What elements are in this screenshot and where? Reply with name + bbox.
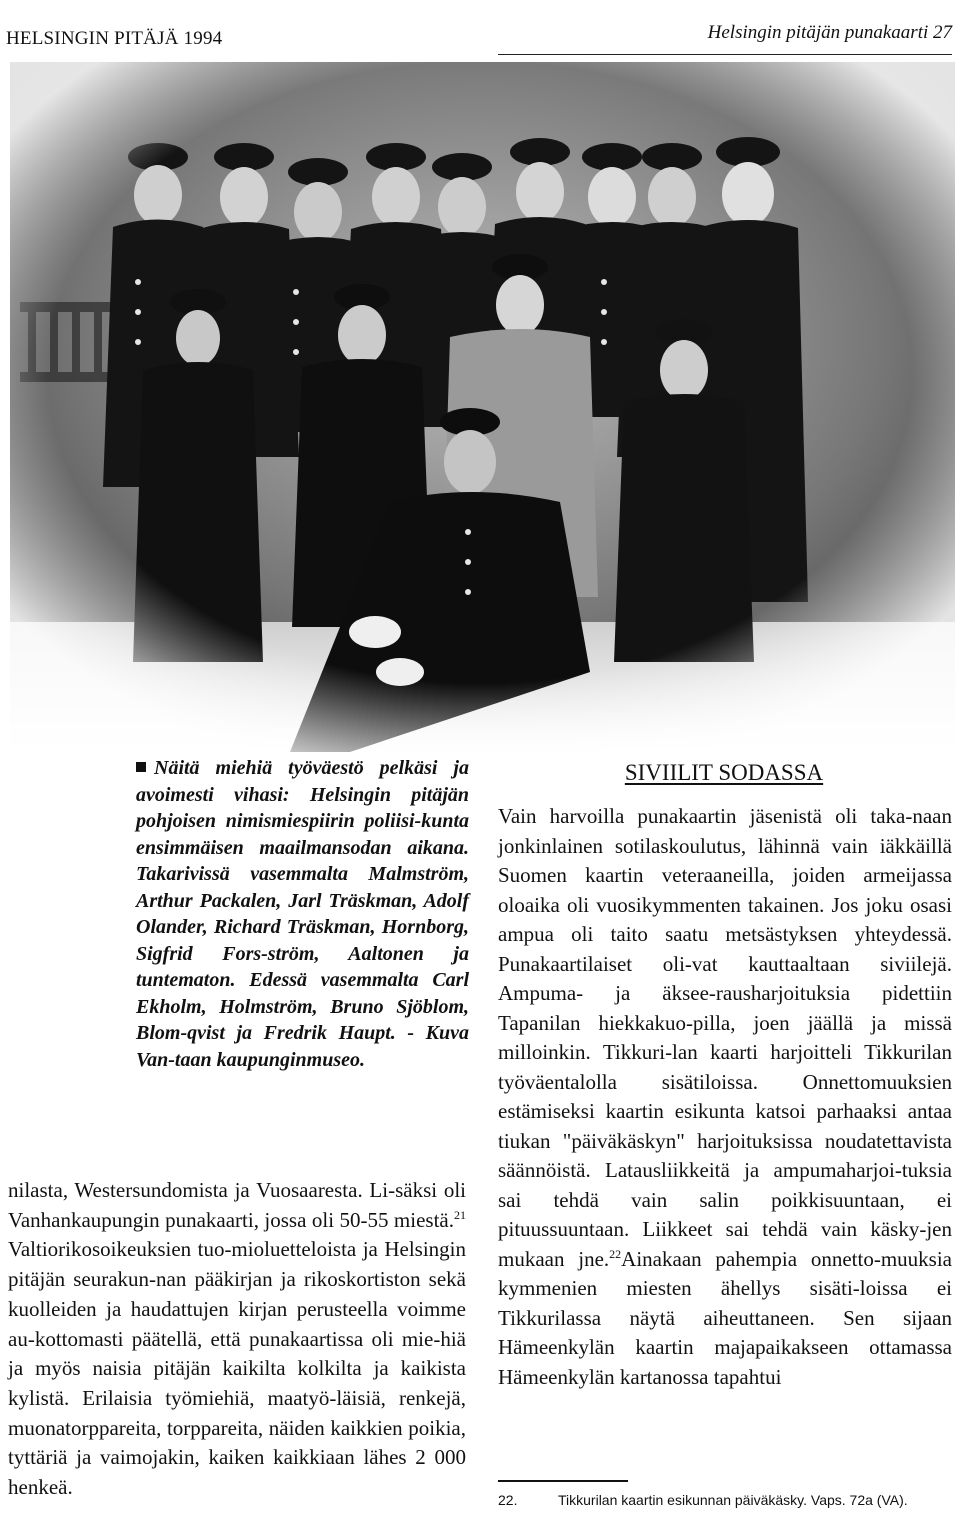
group-photo: [0, 62, 960, 752]
running-header-right: Helsingin pitäjän punakaarti 27: [707, 22, 952, 43]
running-header-left: HELSINGIN PITÄJÄ 1994: [6, 28, 223, 49]
right-text-part1: Vain harvoilla punakaartin jäsenistä oli taka-naan jonkinlainen sotilaskoulutus, lähinnä vain iäkkäillä Suomen kaartin veteraaneilla, joiden armeijassa oloaika oli vuosikymmenten takainen. Jos joku osasi ampua oli taito saatu metsästyksen yhteydessä. Punakaartilaiset oli-vat kauttaaltaan siviilejä. Ampuma- ja äksee-rausharjoituksia pidettiin Tapanilan hiekkakuo-pilla, joen jäällä ja missä milloinkin. Tikkuri-lan kaarti harjoitteli Tikkurilan työväentalolla sisätiloissa. Onnettomuuksien estämiseksi kaartin esikunta katsoi parhaaksi antaa tiukan "päiväkäskyn" harjoituksissa noudatettavista säännöistä. Latausliikkeitä ja ampumaharjoi-tuksia sai tehdä vain salin poikkisuuntaan, ei pituussuuntaan. Liikkeet sai tehdä vain käsky-jen mukaan jne.: [498, 804, 952, 1271]
right-column: [498, 802, 952, 1392]
left-text-part2: Valtiorikosoikeuksien tuo-mioluetteloista ja Helsingin pitäjän seurakun-nan pääkirjan ja rikoskortiston sekä kuolleiden ja haudattujen kirjan perusteella voimme au-kottomasti päätellä, että punakaartissa oli mie-hiä ja myös naisia pitäjän kaikilta kolkilta ja kaikista kylistä. Erilaisia työmiehiä, maatyö-läisiä, renkejä, muonatorppareita, torppareita, näiden kaikkien poikia, tyttäriä ja vaimojakin, kaiken kaikkiaan lähes 2 000 henkeä.: [8, 1237, 466, 1500]
left-column: [8, 1176, 466, 1503]
header-rule: [498, 54, 952, 55]
footnote: [498, 1490, 938, 1510]
left-text-part1: nilasta, Westersundomista ja Vuosaaresta. Li-säksi oli Vanhankaupungin punakaarti, jossa oli 50-55 miestä.: [8, 1178, 466, 1232]
caption-bullet-icon: [136, 762, 146, 772]
left-paragraph: [8, 1176, 466, 1503]
footnote-ref-22: 22: [609, 1246, 622, 1261]
photo-caption: [136, 755, 469, 1073]
group-photo-icon: [0, 62, 960, 752]
footnote-number: 22.: [498, 1492, 518, 1508]
caption-text: Näitä miehiä työväestö pelkäsi ja avoimesti vihasi: Helsingin pitäjän pohjoisen nimismiespiirin poliisi-kunta ensimmäisen maailmansodan aikana. Takarivissä vasemmalta Malmström, Arthur Packalen, Jarl Träskman, Adolf Olander, Richard Träskman, Hornborg, Sigfrid Fors-ström, Aaltonen ja tuntematon. Edessä vasemmalta Carl Ekholm, Holmström, Bruno Sjöblom, Blom-qvist ja Fredrik Haupt. - Kuva Van-taan kaupunginmuseo.: [136, 757, 469, 1071]
right-paragraph: [498, 802, 952, 1392]
footnote-text: Tikkurilan kaartin esikunnan päiväkäsky. Vaps. 72a (VA).: [558, 1492, 908, 1508]
section-heading: SIVIILIT SODASSA: [624, 760, 824, 785]
footnote-rule: [498, 1480, 628, 1482]
footnote-ref-21: 21: [454, 1207, 466, 1222]
right-text-part2: Ainakaan pahempia onnetto-muuksia kymmenien miesten ähellys sisäti-loissa ei Tikkurilassa näytä aiheuttaneen. Sen sijaan Hämeenkylän kaartin majapaikakseen ottamassa Hämeenkylän kartanossa tapahtui: [498, 1246, 952, 1389]
